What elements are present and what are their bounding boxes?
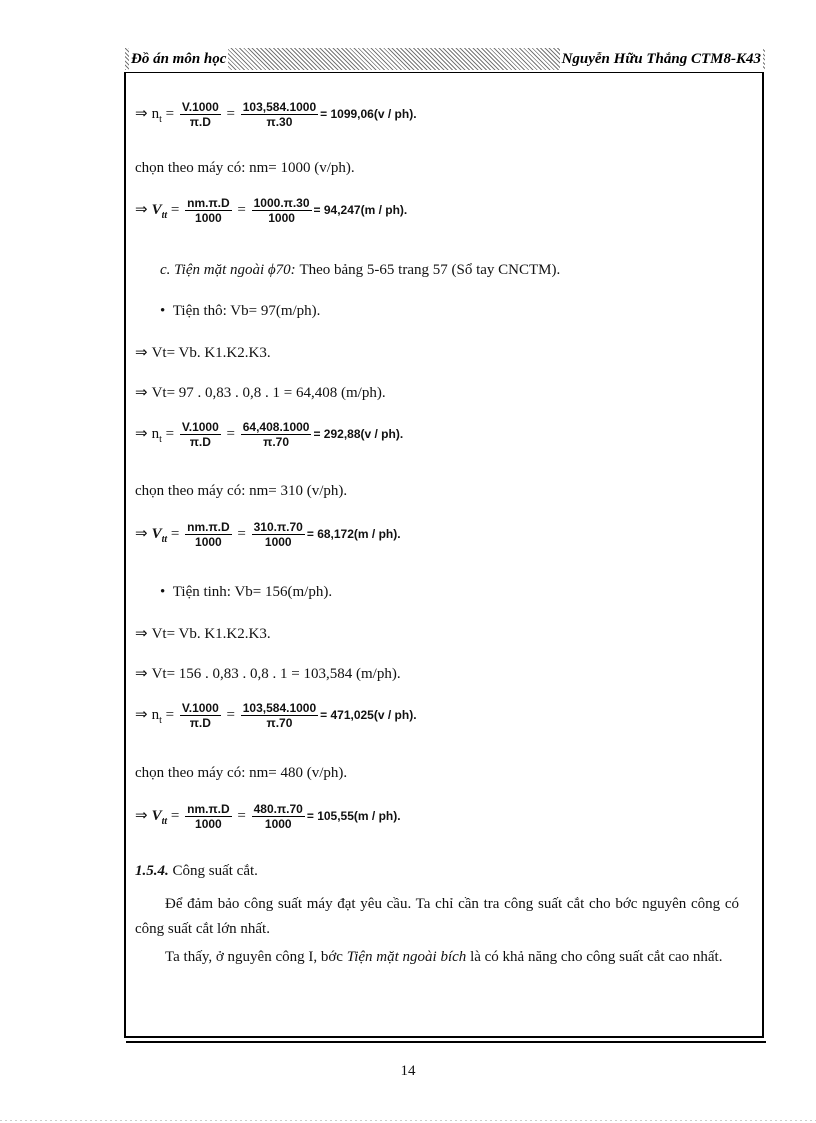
- section-c-ref: Theo bảng 5-65 trang 57 (Sổ tay CNCTM).: [295, 262, 561, 278]
- heading-text: Công suất cắt.: [168, 863, 258, 879]
- equals: =: [161, 425, 178, 442]
- implies-icon: ⇒: [135, 624, 148, 642]
- header-author: Nguyễn Hữu Thắng CTM8-K43: [560, 48, 763, 70]
- formula-result: = 105,55(m / ph).: [306, 808, 401, 823]
- fraction-2: [241, 420, 312, 449]
- formula-lhs: $n_t$: [151, 105, 162, 125]
- bullet-text: Tiện thô: Vb= 97(m/ph).: [172, 303, 321, 319]
- formula-lhs: $V_{tt}$: [151, 807, 168, 827]
- bullet-icon: •: [160, 584, 166, 600]
- fraction-2: [252, 196, 312, 225]
- equals: =: [222, 706, 239, 723]
- section-c-label: c. Tiện mặt ngoài: [160, 262, 268, 278]
- implies-icon: ⇒: [135, 103, 148, 122]
- implies-icon: ⇒: [135, 523, 148, 542]
- bullet-text: Tiện tinh: Vb= 156(m/ph).: [172, 584, 333, 600]
- formula-lhs-sub: tt: [161, 533, 168, 545]
- fraction-2: [252, 802, 305, 831]
- formula-lhs-sub: t: [159, 714, 162, 726]
- equals: =: [222, 425, 239, 442]
- fraction-1: [185, 196, 232, 225]
- denominator-2: π.30: [266, 115, 293, 129]
- numerator-1: V.1000: [181, 701, 219, 715]
- text-line: chọn theo máy có: nm= 480 (v/ph).: [135, 765, 348, 781]
- bullet-rough: [160, 303, 320, 320]
- equals: =: [161, 706, 178, 723]
- arrow-line: [135, 624, 271, 643]
- fraction-1: [180, 701, 221, 730]
- implies-icon: ⇒: [135, 664, 148, 682]
- text: Vt= 97 . 0,83 . 0,8 . 1 = 64,408 (m/ph).: [151, 385, 386, 401]
- formula-lhs-sub: t: [159, 433, 162, 445]
- implies-icon: ⇒: [135, 423, 148, 442]
- formula-nt-1: [135, 100, 417, 129]
- text: Vt= 156 . 0,83 . 0,8 . 1 = 103,584 (m/ph).: [151, 666, 401, 682]
- p2-text: Ta thấy, ở nguyên công I, bớc: [165, 949, 347, 965]
- text-line: chọn theo máy có: nm= 1000 (v/ph).: [135, 160, 355, 176]
- denominator-2: π.70: [263, 435, 290, 449]
- numerator-1: nm.π.D: [187, 196, 230, 210]
- numerator-1: V.1000: [181, 420, 219, 434]
- fraction-1: [180, 100, 221, 129]
- equals: =: [167, 807, 184, 824]
- formula-lhs-sub: tt: [161, 209, 168, 221]
- bullet-finish: [160, 584, 332, 601]
- formula-lhs: $n_t$: [151, 706, 162, 726]
- text: Vt= Vb. K1.K2.K3.: [151, 626, 271, 642]
- implies-icon: ⇒: [135, 343, 148, 361]
- denominator-1: 1000: [195, 817, 222, 831]
- denominator-1: π.D: [189, 435, 211, 449]
- numerator-2: 103,584.1000: [242, 701, 317, 715]
- equals: =: [233, 525, 250, 542]
- denominator-2: 1000: [268, 211, 295, 225]
- denominator-2: 1000: [264, 817, 292, 831]
- formula-lhs: $V_{tt}$: [151, 525, 168, 545]
- denominator-1: 1000: [195, 211, 222, 225]
- formula-nt-2: [135, 420, 403, 449]
- fraction-2: [241, 100, 318, 129]
- implies-icon: ⇒: [135, 199, 148, 218]
- p2-italic: Tiện mặt ngoài bích: [346, 949, 467, 965]
- fraction-1: [180, 420, 221, 449]
- paragraph-1: Để đảm bảo công suất máy đạt yêu cầu. Ta chỉ cần tra công suất cắt cho bớc nguyên công có công suất cắt lớn nhất.: [135, 896, 739, 937]
- arrow-line: [135, 664, 401, 683]
- denominator-2: 1000: [264, 535, 292, 549]
- diameter-symbol: ϕ70:: [267, 262, 296, 278]
- equals: =: [167, 525, 184, 542]
- formula-lhs: $n_t$: [151, 425, 162, 445]
- numerator-2: 480.π.70: [253, 802, 303, 816]
- numerator-1: nm.π.D: [187, 520, 230, 534]
- denominator-1: 1000: [195, 535, 222, 549]
- equals: =: [233, 807, 250, 824]
- denominator-1: π.D: [189, 115, 211, 129]
- fraction-2: [241, 701, 318, 730]
- formula-vtt-2: [135, 520, 401, 549]
- formula-vtt-1: [135, 196, 407, 225]
- equals: =: [161, 105, 178, 122]
- arrow-line: [135, 343, 271, 362]
- numerator-2: 103,584.1000: [242, 100, 317, 114]
- text-line: chọn theo máy có: nm= 310 (v/ph).: [135, 483, 348, 499]
- formula-lhs-sub: t: [159, 113, 162, 125]
- numerator-2: 64,408.1000: [242, 420, 310, 434]
- numerator-2: 310.π.70: [253, 520, 303, 534]
- fraction-1: [185, 520, 232, 549]
- numerator-1: nm.π.D: [187, 802, 230, 816]
- formula-result: = 1099,06(v / ph).: [320, 106, 417, 121]
- paragraph-2: [135, 945, 739, 970]
- header-title: Đồ án môn học: [129, 48, 228, 70]
- equals: =: [233, 201, 250, 218]
- text: Vt= Vb. K1.K2.K3.: [151, 345, 271, 361]
- numerator-2: 1000.π.30: [253, 196, 310, 210]
- formula-lhs: $V_{tt}$: [151, 201, 168, 221]
- formula-lhs-sub: tt: [161, 815, 168, 827]
- implies-icon: ⇒: [135, 805, 148, 824]
- page-header: [125, 48, 765, 70]
- formula-nt-3: [135, 701, 417, 730]
- denominator-2: π.70: [266, 716, 293, 730]
- formula-result: = 292,88(v / ph).: [313, 426, 404, 441]
- p2-text-end: là có khả năng cho công suất cắt cao nhất.: [466, 949, 723, 965]
- page-number: 14: [400, 1063, 416, 1079]
- heading-number: 1.5.4.: [135, 863, 169, 879]
- formula-result: = 471,025(v / ph).: [320, 707, 417, 722]
- section-c: [160, 262, 560, 279]
- implies-icon: ⇒: [135, 383, 148, 401]
- formula-vtt-3: [135, 802, 401, 831]
- fraction-1: [185, 802, 232, 831]
- equals: =: [167, 201, 184, 218]
- arrow-line: [135, 383, 386, 402]
- denominator-1: π.D: [189, 716, 211, 730]
- formula-result: = 68,172(m / ph).: [306, 526, 401, 541]
- fraction-2: [252, 520, 305, 549]
- bottom-rule: [0, 1120, 816, 1121]
- numerator-1: V.1000: [181, 100, 219, 114]
- frame-shadow: [126, 1041, 766, 1043]
- bullet-icon: •: [160, 303, 166, 319]
- equals: =: [222, 105, 239, 122]
- section-heading: [135, 863, 258, 880]
- implies-icon: ⇒: [135, 704, 148, 723]
- formula-result: = 94,247(m / ph).: [313, 202, 408, 217]
